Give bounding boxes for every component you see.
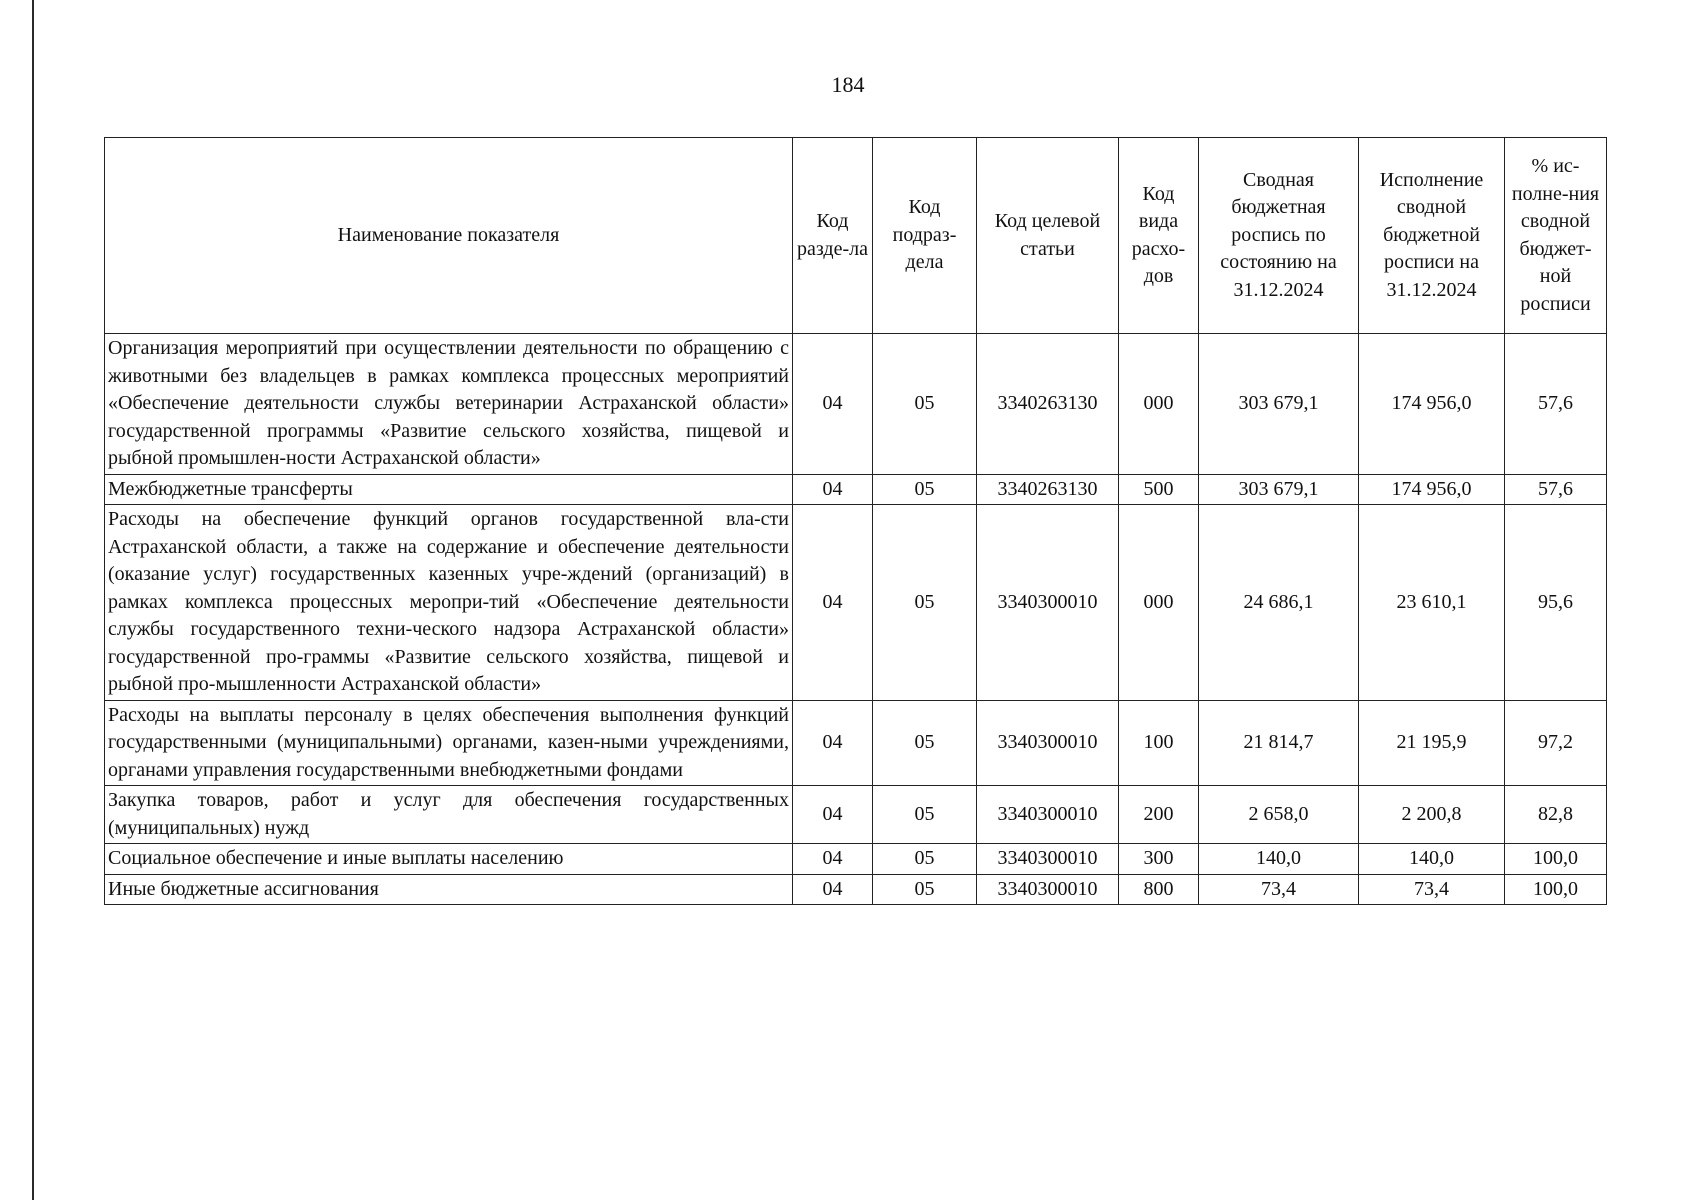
- header-razdel: Код разде-ла: [793, 138, 873, 334]
- header-rospis: Сводная бюджетная роспись по состоянию на 31.12.2024: [1199, 138, 1359, 334]
- row-razdel: 04: [793, 505, 873, 701]
- header-percent: % ис-полне-ния сводной бюджет-ной росписи: [1505, 138, 1607, 334]
- left-margin-line: [32, 0, 34, 1200]
- row-rospis: 24 686,1: [1199, 505, 1359, 701]
- table-row: [105, 844, 1607, 875]
- row-percent: 82,8: [1505, 786, 1607, 844]
- row-vid: 300: [1119, 844, 1199, 875]
- row-podrazdel: 05: [873, 505, 977, 701]
- row-ispolnenie: 2 200,8: [1359, 786, 1505, 844]
- page-number: 184: [831, 72, 865, 97]
- row-name: Организация мероприятий при осуществлении деятельности по обращению с животными без владельцев в рамках комплекса процессных мероприятий «Обеспечение деятельности службы ветеринарии Астраханской области» государственной программы «Развитие сельского хозяйства, пищевой и рыбной промышлен-ности Астраханской области»: [105, 334, 793, 475]
- table-row: [105, 874, 1607, 905]
- header-name: Наименование показателя: [105, 138, 793, 334]
- row-rospis: 21 814,7: [1199, 700, 1359, 786]
- row-podrazdel: 05: [873, 874, 977, 905]
- row-tselevaya: 3340300010: [977, 786, 1119, 844]
- row-razdel: 04: [793, 844, 873, 875]
- row-tselevaya: 3340263130: [977, 474, 1119, 505]
- table-row: [105, 786, 1607, 844]
- row-vid: 100: [1119, 700, 1199, 786]
- row-vid: 000: [1119, 334, 1199, 475]
- row-rospis: 303 679,1: [1199, 334, 1359, 475]
- row-ispolnenie: 21 195,9: [1359, 700, 1505, 786]
- row-vid: 200: [1119, 786, 1199, 844]
- header-vid: Код вида расхо-дов: [1119, 138, 1199, 334]
- row-ispolnenie: 174 956,0: [1359, 334, 1505, 475]
- row-podrazdel: 05: [873, 474, 977, 505]
- row-percent: 100,0: [1505, 874, 1607, 905]
- row-name: Иные бюджетные ассигнования: [105, 874, 793, 905]
- row-razdel: 04: [793, 334, 873, 475]
- row-name: Закупка товаров, работ и услуг для обеспечения государственных (муниципальных) нужд: [105, 786, 793, 844]
- row-tselevaya: 3340300010: [977, 505, 1119, 701]
- row-podrazdel: 05: [873, 334, 977, 475]
- row-ispolnenie: 23 610,1: [1359, 505, 1505, 701]
- row-tselevaya: 3340300010: [977, 700, 1119, 786]
- row-name: Расходы на обеспечение функций органов государственной вла-сти Астраханской области, а также на содержание и обеспечение деятельности (оказание услуг) государственных казенных учре-ждений (организаций) в рамках комплекса процессных меропри-тий «Обеспечение деятельности службы государственного техни-ческого надзора Астраханской области» государственной про-граммы «Развитие сельского хозяйства, пищевой и рыбной про-мышленности Астраханской области»: [105, 505, 793, 701]
- table-row: [105, 505, 1607, 701]
- row-vid: 800: [1119, 874, 1199, 905]
- row-tselevaya: 3340263130: [977, 334, 1119, 475]
- row-razdel: 04: [793, 700, 873, 786]
- row-tselevaya: 3340300010: [977, 844, 1119, 875]
- row-name: Расходы на выплаты персоналу в целях обеспечения выполнения функций государственными (муниципальными) органами, казен-ными учреждениями, органами управления государственными внебюджетными фондами: [105, 700, 793, 786]
- row-percent: 57,6: [1505, 474, 1607, 505]
- row-rospis: 2 658,0: [1199, 786, 1359, 844]
- table-row: [105, 334, 1607, 475]
- budget-table: [104, 137, 1607, 905]
- row-vid: 500: [1119, 474, 1199, 505]
- row-name: Социальное обеспечение и иные выплаты населению: [105, 844, 793, 875]
- row-name: Межбюджетные трансферты: [105, 474, 793, 505]
- row-percent: 57,6: [1505, 334, 1607, 475]
- row-rospis: 140,0: [1199, 844, 1359, 875]
- table-row: [105, 474, 1607, 505]
- row-rospis: 73,4: [1199, 874, 1359, 905]
- row-razdel: 04: [793, 786, 873, 844]
- row-percent: 95,6: [1505, 505, 1607, 701]
- row-ispolnenie: 174 956,0: [1359, 474, 1505, 505]
- header-podrazdel: Код подраз-дела: [873, 138, 977, 334]
- row-vid: 000: [1119, 505, 1199, 701]
- row-podrazdel: 05: [873, 786, 977, 844]
- row-tselevaya: 3340300010: [977, 874, 1119, 905]
- row-podrazdel: 05: [873, 844, 977, 875]
- row-ispolnenie: 73,4: [1359, 874, 1505, 905]
- header-ispolnenie: Исполнение сводной бюджетной росписи на 31.12.2024: [1359, 138, 1505, 334]
- row-ispolnenie: 140,0: [1359, 844, 1505, 875]
- row-percent: 97,2: [1505, 700, 1607, 786]
- table-row: [105, 700, 1607, 786]
- row-rospis: 303 679,1: [1199, 474, 1359, 505]
- row-razdel: 04: [793, 474, 873, 505]
- row-razdel: 04: [793, 874, 873, 905]
- row-podrazdel: 05: [873, 700, 977, 786]
- header-tselevaya: Код целевой статьи: [977, 138, 1119, 334]
- row-percent: 100,0: [1505, 844, 1607, 875]
- table-header-row: [105, 138, 1607, 334]
